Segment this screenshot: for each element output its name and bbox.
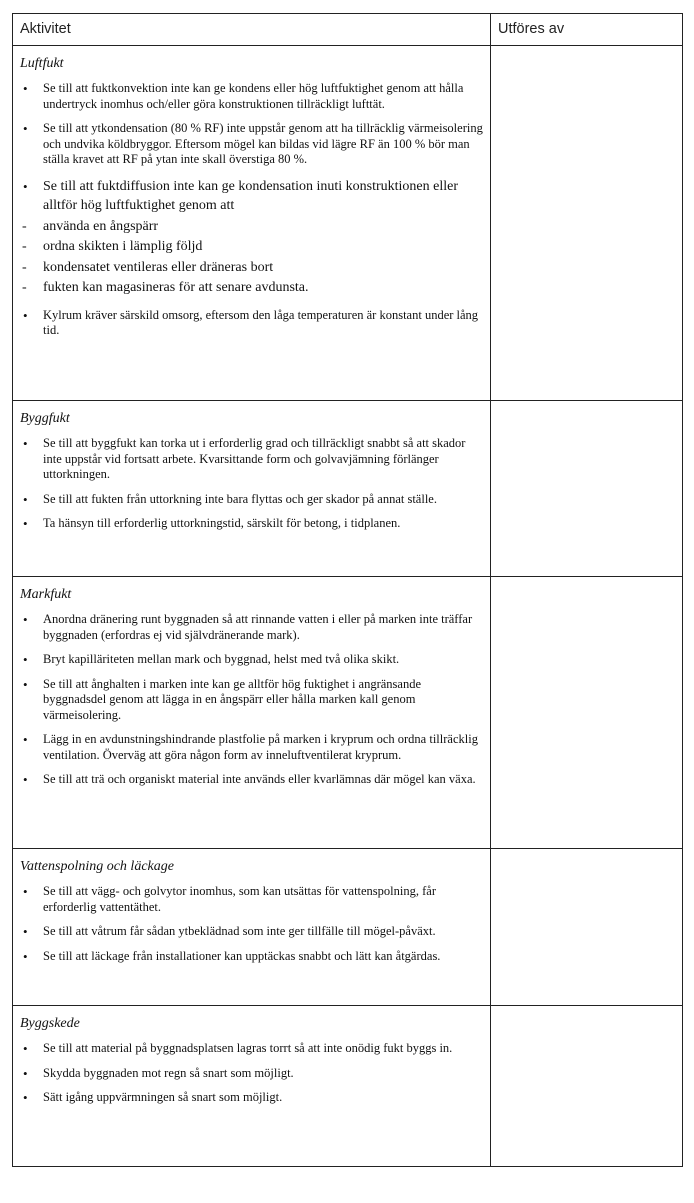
section-byggskede	[13, 1006, 490, 1115]
checklist-table	[12, 13, 683, 1167]
list-item	[19, 177, 484, 299]
list-item: • Skydda byggnaden mot regn så snart som möjligt.	[19, 1066, 484, 1082]
section-title: Vattenspolning och läckage	[20, 859, 174, 874]
header-activity: Aktivitet	[20, 21, 71, 37]
section-title: Byggskede	[20, 1016, 80, 1031]
list-item: • Sätt igång uppvärmningen så snart som möjligt.	[19, 1090, 484, 1106]
list-item: • Anordna dränering runt byggnaden så att rinnande vatten i eller på marken inte träffar byggnaden (erfordras ej vid självdränerande mark).	[19, 612, 484, 643]
section-markfukt	[13, 577, 490, 797]
list-item: • Se till att fukten från uttorkning inte bara flyttas och ger skador på annat ställe.	[19, 492, 484, 508]
section-vattenspolning	[13, 849, 490, 973]
sub-list-item: - ordna skikten i lämplig följd	[21, 237, 484, 258]
section-byggfukt	[13, 401, 490, 541]
list-item: • Se till att läckage från installationer kan upptäckas snabbt och lätt kan åtgärdas.	[19, 949, 484, 965]
sub-list-item: - kondensatet ventileras eller dräneras bort	[21, 258, 484, 279]
sub-list-item: - fukten kan magasineras för att senare avdunsta.	[21, 278, 484, 299]
list-item: • Se till att våtrum får sådan ytbeklädnad som inte ger tillfälle till mögel-påväxt.	[19, 924, 484, 940]
list-item: • Se till att material på byggnadsplatsen lagras torrt så att inte onödig fukt byggs in.	[19, 1041, 484, 1057]
list-item: • Ta hänsyn till erforderlig uttorkningstid, särskilt för betong, i tidplanen.	[19, 516, 484, 532]
list-item-text: Se till att fuktdiffusion inte kan ge kondensation inuti konstruktionen eller alltför hög luftfuktighet genom att	[43, 178, 459, 213]
list-item: • Se till att ånghalten i marken inte kan ge alltför hög fuktighet i angränsande byggnadsdel genom att lägga in en ångspärr eller hålla marken kall genom värmeisolering.	[19, 677, 484, 724]
column-divider	[490, 14, 491, 1166]
sub-list-item: - använda en ångspärr	[21, 217, 484, 238]
sub-list	[21, 217, 484, 299]
list-item: • Se till att trä och organiskt material inte används eller kvarlämnas där mögel kan växa.	[19, 772, 484, 788]
list-item: • Se till att fuktkonvektion inte kan ge kondens eller hög luftfuktighet genom att hålla undertryck inomhus och/eller göra konstruktionen tillräckligt lufttät.	[19, 81, 484, 112]
section-title: Byggfukt	[20, 411, 70, 426]
list-item: • Se till att ytkondensation (80 % RF) inte uppstår genom att ha tillräcklig värmeisolering och undvika köldbryggor. Eftersom mögel kan bildas vid lägre RF än 100 % bör man ställa kravet att RF på ytan inte skall överstiga 80 %.	[19, 121, 484, 168]
header-performed-by: Utföres av	[498, 21, 565, 37]
list-item: • Se till att byggfukt kan torka ut i erforderlig grad och tillräckligt snabbt så att skador inte uppstår vid fortsatt arbete. Kvarsittande form och golvavjämning förlänger uttorkningen.	[19, 436, 484, 483]
section-title: Markfukt	[20, 587, 72, 602]
section-luftfukt	[13, 46, 490, 348]
list-item: • Lägg in en avdunstningshindrande plastfolie på marken i kryprum och ordna tillräcklig ventilation. Överväg att göra någon form av inneluftventilerat kryprum.	[19, 732, 484, 763]
list-item: • Bryt kapilläriteten mellan mark och byggnad, helst med två olika skikt.	[19, 652, 484, 668]
list-item: • Kylrum kräver särskild omsorg, eftersom den låga temperaturen är konstant under lång tid.	[19, 308, 484, 339]
list-item: • Se till att vägg- och golvytor inomhus, som kan utsättas för vattenspolning, får erforderlig vattentäthet.	[19, 884, 484, 915]
section-title: Luftfukt	[20, 56, 64, 71]
